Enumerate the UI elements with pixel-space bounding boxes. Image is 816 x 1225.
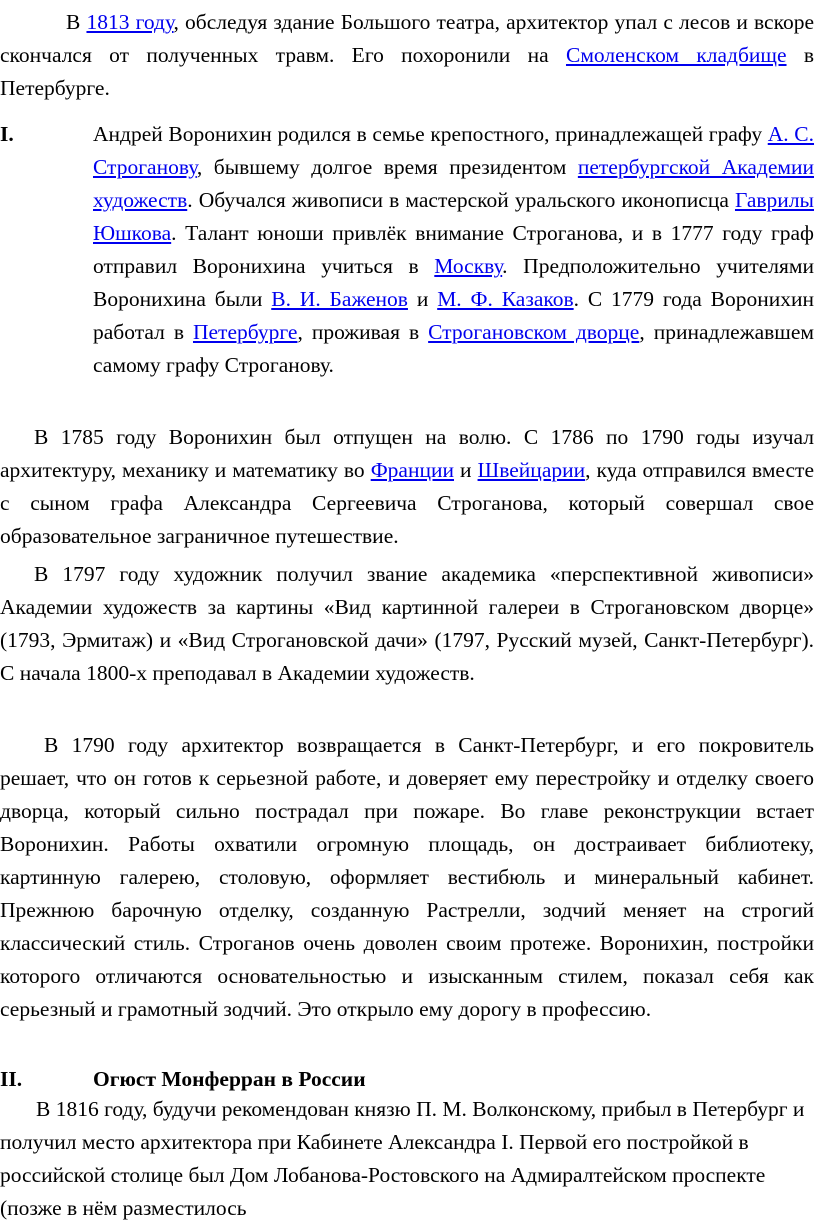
paragraph-death	[0, 6, 814, 105]
text: . С 1779 года Воронихин работал в	[93, 287, 815, 344]
text: В 1785 году Воронихин был отпущен на волю. С 1786 по 1790 годы изучал архитектуру, механику и математику во	[0, 425, 814, 482]
link-stroganov[interactable]: А. С. Строганову	[93, 122, 815, 179]
text: . Талант юноши привлёк внимание Строганова, и в 1777 году граф отправил Воронихина учиться в	[93, 221, 814, 278]
text: в Петербурге.	[0, 43, 814, 100]
paragraph-freedom	[0, 421, 814, 553]
link-kazakov[interactable]: М. Ф. Казаков	[437, 287, 574, 311]
paragraph-montferrand: В 1816 году, будучи рекомендован князю П. М. Волконскому, прибыл в Петербург и получил место архитектора при Кабинете Александра I. Первой его постройкой в российской столице был Дом Лобанова-Ростовского на Адмиралтейском проспекте (позже в нём разместилось	[0, 1097, 805, 1220]
link-yushkov[interactable]: Гаврилы Юшкова	[93, 188, 814, 245]
link-bazhenov[interactable]: В. И. Баженов	[271, 287, 408, 311]
text: , бывшему долгое время президентом	[196, 155, 578, 179]
section-number: I.	[0, 122, 14, 146]
text: , куда отправился вместе с сыном графа Александра Сергеевича Строганова, который совершал свое образовательное заграничное путешествие.	[0, 458, 814, 548]
link-france[interactable]: Франции	[370, 458, 454, 482]
paragraph-return: В 1790 году архитектор возвращается в Санкт-Петербург, и его покровитель решает, что он готов к серьезной работе, и доверяет ему перестройку и отделку своего дворца, который сильно пострадал при пожаре. Во главе реконструкции встает Воронихин. Работы охватили огромную площадь, он достраивает библиотеку, картинную галерею, столовую, оформляет вестибюль и минеральный кабинет. Прежнюю барочную отделку, созданную Растрелли, зодчий меняет на строгий классический стиль. Строганов очень доволен своим протеже. Воронихин, постройки которого отличаются основательностью и изысканным стилем, показал себя как серьезный и грамотный зодчий. Это открыло ему дорогу в профессию.	[0, 733, 814, 1021]
text: В	[66, 10, 87, 34]
link-moscow[interactable]: Москву	[434, 254, 503, 278]
paragraph-academician: В 1797 году художник получил звание академика «перспективной живописи» Академии художеств за картины «Вид картинной галереи в Строгановском дворце» (1793, Эрмитаж) и «Вид Строгановской дачи» (1797, Русский музей, Санкт-Петербург). С начала 1800-х преподавал в Академии художеств.	[0, 562, 814, 685]
link-smolensk-cemetery[interactable]: Смоленском кладбище	[565, 43, 787, 67]
text: , обследуя здание Большого театра, архитектор упал с лесов и вскоре скончался от полученных травм. Его похоронили на	[0, 10, 814, 67]
section-text	[93, 118, 814, 382]
text: , принадлежавшем самому графу Строганову.	[93, 320, 814, 377]
text: , проживая в	[297, 320, 429, 344]
text: Андрей Воронихин родился в семье крепостного, принадлежащей графу	[93, 122, 768, 146]
text: и	[454, 458, 478, 482]
link-stroganov-palace[interactable]: Строгановском дворце	[428, 320, 640, 344]
section-number: II.	[0, 1067, 23, 1091]
section-title: Огюст Монферран в России	[93, 1067, 366, 1091]
link-petersburg[interactable]: Петербурге	[192, 320, 298, 344]
link-1813[interactable]: 1813 году	[86, 10, 174, 34]
text: . Обучался живописи в мастерской уральского иконописца	[187, 188, 735, 212]
link-academy[interactable]: петербургской Академии художеств	[93, 155, 814, 212]
link-switzerland[interactable]: Швейцарии	[477, 458, 586, 482]
text: и	[407, 287, 438, 311]
text: . Предположительно учителями Воронихина были	[93, 254, 815, 311]
